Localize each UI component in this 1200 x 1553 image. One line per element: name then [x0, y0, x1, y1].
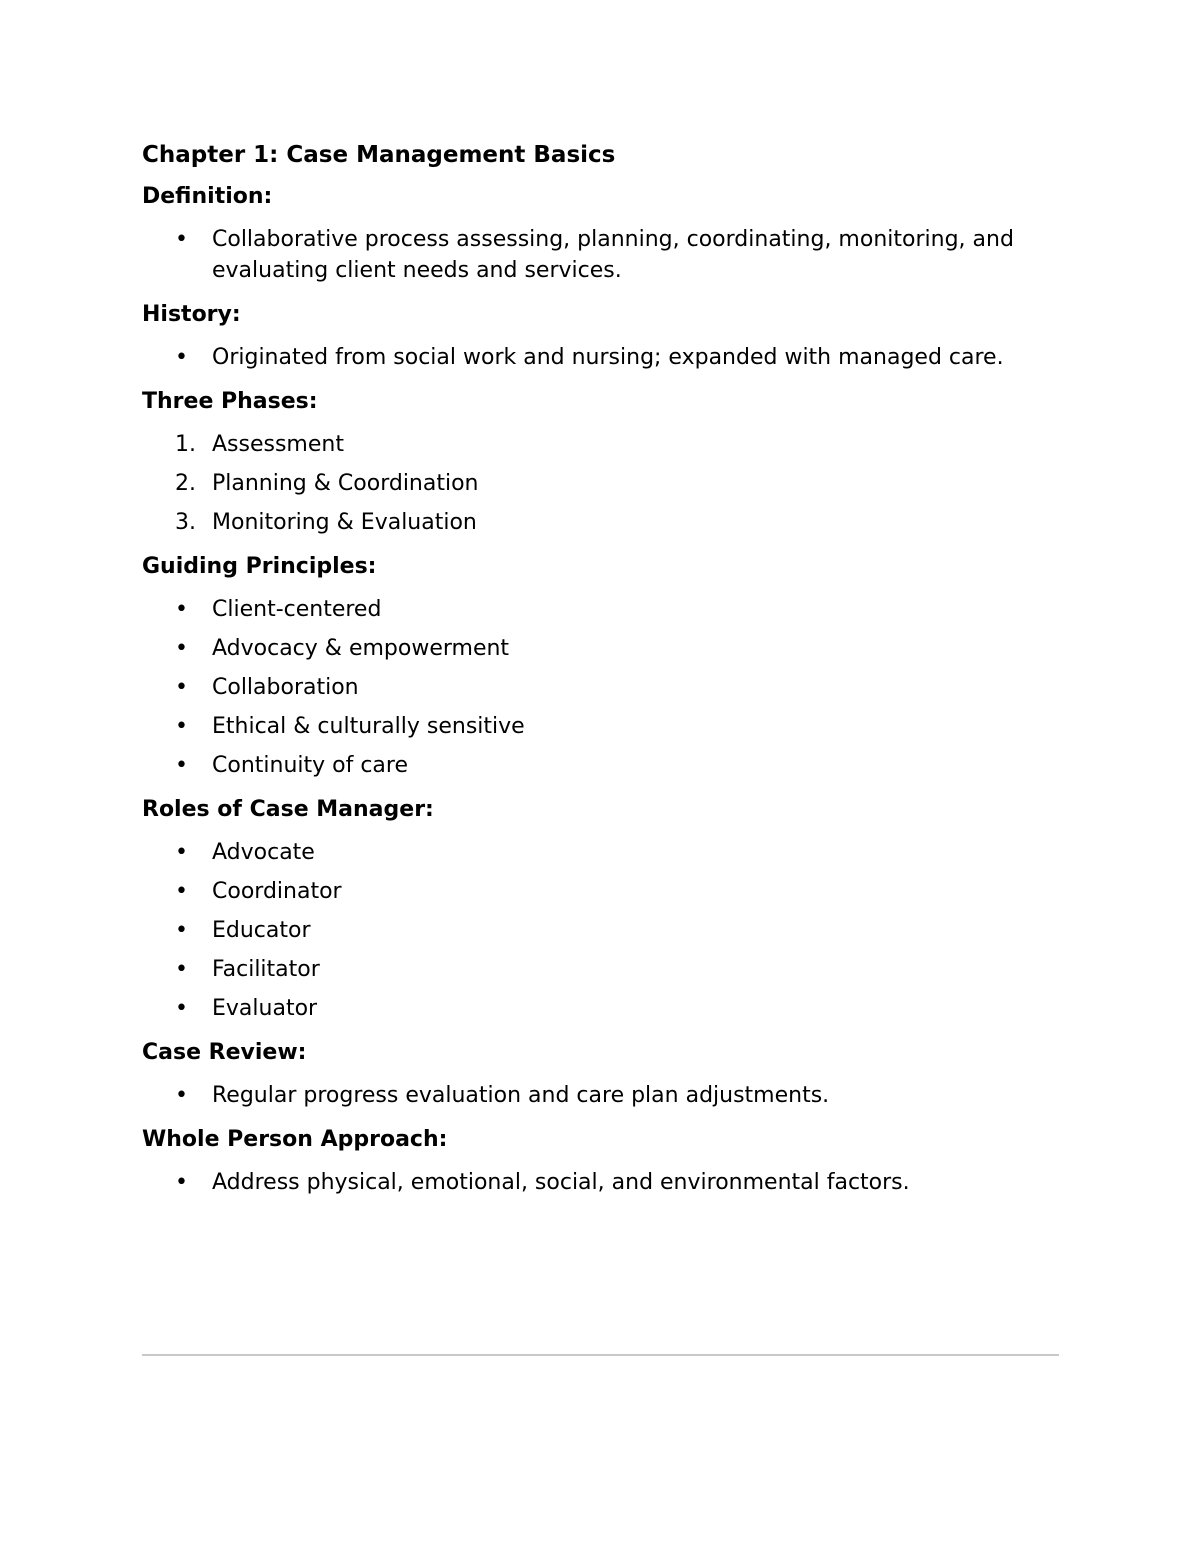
list-item — [142, 1167, 1059, 1198]
list-item-text: Evaluator — [212, 996, 318, 1021]
review-list — [142, 1080, 1059, 1111]
section-heading-roles: Roles of Case Manager: — [142, 797, 434, 822]
list-item-text: Advocate — [212, 840, 315, 865]
list-item — [142, 633, 1059, 664]
list-item-text: Collaboration — [212, 675, 359, 700]
list-item-text: Collaborative process assessing, planning, coordinating, monitoring, and evaluating client needs and services. — [212, 227, 1014, 283]
list-item — [142, 915, 1059, 946]
section-heading-review: Case Review: — [142, 1040, 307, 1065]
list-item — [142, 429, 1059, 460]
bullet-icon: • — [175, 675, 188, 700]
roles-list — [142, 837, 1059, 1024]
document-page — [142, 134, 1059, 1206]
bullet-icon: • — [175, 1083, 188, 1108]
list-number: 3. — [175, 510, 196, 535]
list-item — [142, 594, 1059, 625]
list-item-text: Coordinator — [212, 879, 342, 904]
list-item — [142, 468, 1059, 499]
principles-list — [142, 594, 1059, 781]
list-item-text: Facilitator — [212, 957, 320, 982]
definition-list — [142, 224, 1059, 286]
list-item — [142, 507, 1059, 538]
list-item-text: Continuity of care — [212, 753, 409, 778]
whole-person-list — [142, 1167, 1059, 1198]
list-item-text: Ethical & culturally sensitive — [212, 714, 525, 739]
list-item-text: Assessment — [212, 432, 344, 457]
list-item — [142, 1080, 1059, 1111]
list-item — [142, 954, 1059, 985]
list-item — [142, 342, 1059, 373]
list-item-text: Educator — [212, 918, 311, 943]
list-item-text: Advocacy & empowerment — [212, 636, 510, 661]
horizontal-divider — [142, 1354, 1059, 1356]
bullet-icon: • — [175, 918, 188, 943]
list-item — [142, 876, 1059, 907]
bullet-icon: • — [175, 227, 188, 252]
bullet-icon: • — [175, 879, 188, 904]
list-number: 2. — [175, 471, 196, 496]
list-item-text: Client-centered — [212, 597, 382, 622]
bullet-icon: • — [175, 345, 188, 370]
bullet-icon: • — [175, 636, 188, 661]
list-item — [142, 993, 1059, 1024]
bullet-icon: • — [175, 714, 188, 739]
phases-list — [142, 429, 1059, 538]
list-item-text: Address physical, emotional, social, and environmental factors. — [212, 1170, 910, 1195]
bullet-icon: • — [175, 957, 188, 982]
list-item-text: Originated from social work and nursing; expanded with managed care. — [212, 345, 1004, 370]
list-item-text: Planning & Coordination — [212, 471, 479, 496]
list-number: 1. — [175, 432, 196, 457]
chapter-title: Chapter 1: Case Management Basics — [142, 142, 616, 168]
bullet-icon: • — [175, 597, 188, 622]
list-item-text: Regular progress evaluation and care plan adjustments. — [212, 1083, 830, 1108]
list-item — [142, 672, 1059, 703]
list-item — [142, 711, 1059, 742]
bullet-icon: • — [175, 1170, 188, 1195]
history-list — [142, 342, 1059, 373]
list-item — [142, 224, 1059, 286]
list-item — [142, 837, 1059, 868]
list-item-text: Monitoring & Evaluation — [212, 510, 477, 535]
section-heading-whole-person: Whole Person Approach: — [142, 1127, 448, 1152]
section-heading-history: History: — [142, 302, 241, 327]
section-heading-phases: Three Phases: — [142, 389, 318, 414]
bullet-icon: • — [175, 996, 188, 1021]
bullet-icon: • — [175, 840, 188, 865]
list-item — [142, 750, 1059, 781]
bullet-icon: • — [175, 753, 188, 778]
section-heading-definition: Definition: — [142, 184, 273, 209]
section-heading-principles: Guiding Principles: — [142, 554, 377, 579]
